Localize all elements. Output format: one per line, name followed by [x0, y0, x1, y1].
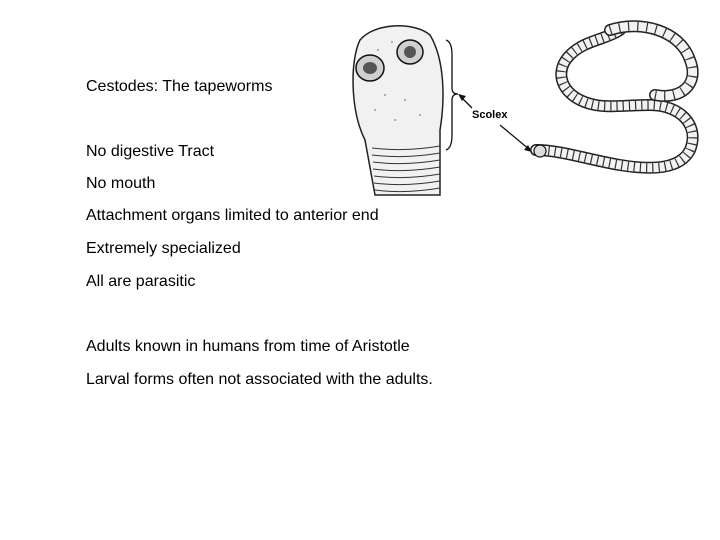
bullet-item: Attachment organs limited to anterior end — [86, 207, 379, 224]
bullet-item: All are parasitic — [86, 273, 196, 290]
bullet-item: Extremely specialized — [86, 240, 241, 257]
bullet-item: No digestive Tract — [86, 143, 215, 160]
whole-tapeworm — [534, 26, 693, 168]
scolex-closeup — [353, 26, 458, 195]
bullet-item: No mouth — [86, 175, 156, 192]
bullet-item: Adults known in humans from time of Aristotle — [86, 338, 410, 355]
slide-title: Cestodes: The tapeworms — [86, 78, 273, 95]
scolex-label: Scolex — [472, 109, 508, 121]
bullet-item: Larval forms often not associated with the adults. — [86, 371, 433, 388]
